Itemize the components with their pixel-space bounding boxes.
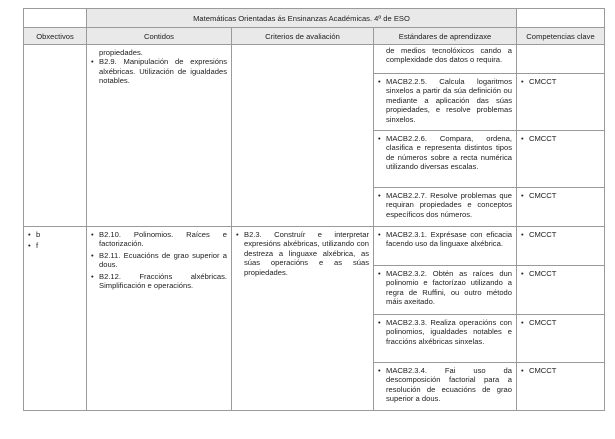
standard-item: • MACB2.3.4. Fai uso da descomposición factorial para a resolución de ecuacións de grao superior a dous. — [378, 366, 512, 404]
objective-item: • b — [28, 230, 82, 239]
col-header-objectives: Obxectivos — [24, 28, 87, 45]
competence-item: • CMCCT — [521, 77, 600, 86]
standard-item: • MACB2.3.2. Obtén as raíces dun polinomio e factorízao utilizando a regra de Ruffini, ou outro método máis axeitado. — [378, 269, 512, 307]
contents-item: • B2.11. Ecuacións de grao superior a dous. — [91, 251, 227, 270]
col-header-contents: Contidos — [87, 28, 232, 45]
competence-cell — [517, 188, 605, 227]
criteria-item: • B2.3. Construír e interpretar expresións alxébricas, utilizando con destreza a linguaxe alxébrica, as súas operacións e as súas propiedades. — [236, 230, 369, 277]
standard-item: • MACB2.3.3. Realiza operacións con polinomios, igualdades notables e fraccións alxébricas sinxelas. — [378, 318, 512, 346]
competence-cell — [517, 315, 605, 363]
competence-cell — [517, 131, 605, 188]
standard-item: • MACB2.2.5. Calcula logaritmos sinxelos a partir da súa definición ou mediante a aplicación das súas propiedades, e resolve problemas sinxelos. — [378, 77, 512, 124]
empty-corner-right — [517, 9, 605, 28]
competence-cell — [517, 74, 605, 131]
standard-cell — [374, 188, 517, 227]
col-header-criteria: Criterios de avaliación — [232, 28, 374, 45]
competence-cell — [517, 45, 605, 74]
competence-item: • CMCCT — [521, 269, 600, 278]
competence-item: • CMCCT — [521, 318, 600, 327]
objectives-cell — [24, 45, 87, 227]
standard-item: • MACB2.3.1. Exprésase con eficacia facendo uso da linguaxe alxébrica. — [378, 230, 512, 249]
competence-item: • CMCCT — [521, 191, 600, 200]
contents-cell — [87, 45, 232, 227]
contents-continuation: propiedades. — [99, 48, 143, 57]
criteria-cell — [232, 227, 374, 411]
standard-cell — [374, 45, 517, 74]
standard-continuation: de medios tecnolóxicos cando a complexidade dos datos o requira. — [386, 46, 512, 65]
standard-cell — [374, 363, 517, 411]
competence-item: • CMCCT — [521, 230, 600, 239]
competence-cell — [517, 363, 605, 411]
col-header-competences: Competencias clave — [517, 28, 605, 45]
criteria-cell — [232, 45, 374, 227]
standard-cell — [374, 74, 517, 131]
contents-cell — [87, 227, 232, 411]
contents-item: • B2.9. Manipulación de expresións alxébricas. Utilización de igualdades notables. — [91, 57, 227, 85]
competence-item: • CMCCT — [521, 366, 600, 375]
competence-cell — [517, 227, 605, 266]
curriculum-table — [23, 8, 605, 411]
contents-item: • B2.12. Fraccións alxébricas. Simplificación e operacións. — [91, 272, 227, 291]
table-title: Matemáticas Orientadas ás Ensinanzas Académicas. 4º de ESO — [87, 9, 517, 28]
standard-item: • MACB2.2.7. Resolve problemas que requiran propiedades e conceptos específicos dos números. — [378, 191, 512, 219]
objective-item: • f — [28, 241, 82, 250]
standard-cell — [374, 266, 517, 315]
contents-item: • B2.10. Polinomios. Raíces e factorización. — [91, 230, 227, 249]
empty-corner — [24, 9, 87, 28]
competence-item: • CMCCT — [521, 134, 600, 143]
col-header-standards: Estándares de aprendizaxe — [374, 28, 517, 45]
standard-cell — [374, 131, 517, 188]
objectives-cell — [24, 227, 87, 411]
standard-item: • MACB2.2.6. Compara, ordena, clasifica e representa distintos tipos de números sobre a recta numérica utilizando diversas escalas. — [378, 134, 512, 172]
competence-cell — [517, 266, 605, 315]
standard-cell — [374, 227, 517, 266]
standard-cell — [374, 315, 517, 363]
